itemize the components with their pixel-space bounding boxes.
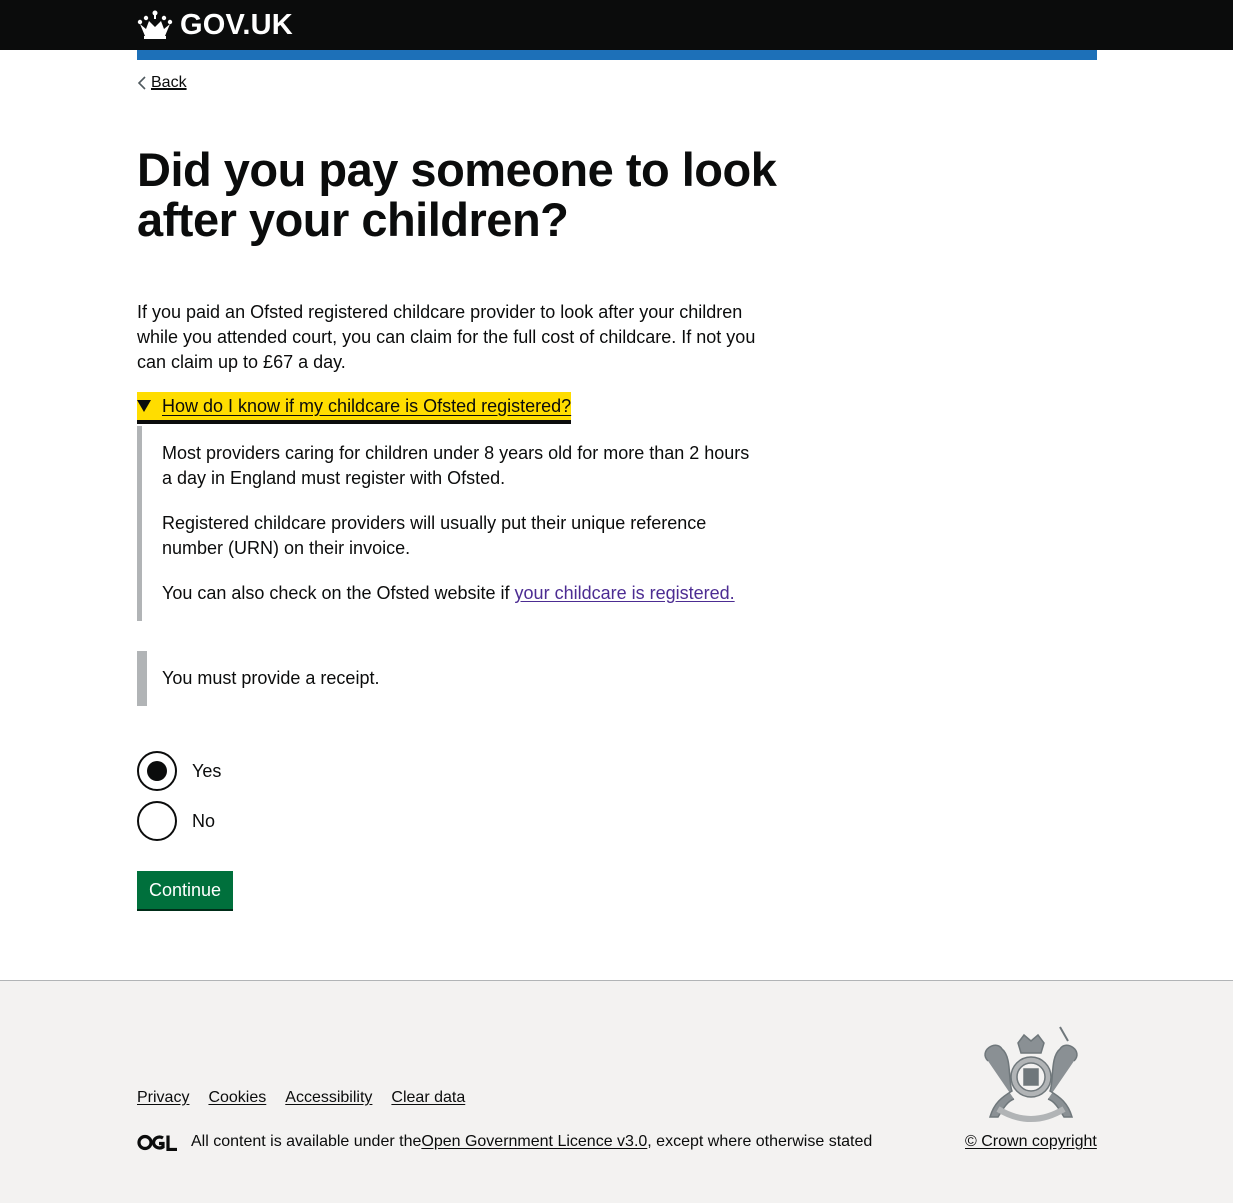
triangle-down-icon: [137, 400, 151, 412]
inset-text-content: You must provide a receipt.: [162, 668, 380, 688]
header-container: [137, 8, 293, 42]
main-content: [137, 145, 777, 909]
inset-text: [137, 651, 777, 706]
back-link-label: Back: [151, 74, 187, 91]
details-body: [137, 426, 777, 621]
govuk-logo-link[interactable]: [137, 9, 293, 42]
details-paragraph: Most providers caring for children under 8 years old for more than 2 hours a day in England must register with Ofsted.: [162, 443, 750, 488]
licence-prefix: All content is available under the: [191, 1133, 422, 1150]
licence-link[interactable]: Open Government Licence v3.0: [421, 1133, 648, 1150]
back-link[interactable]: [137, 74, 187, 92]
details-summary[interactable]: [137, 392, 571, 420]
footer-link-accessibility[interactable]: Accessibility: [285, 1089, 373, 1106]
radio-option-yes[interactable]: [137, 751, 777, 791]
govuk-logo-text: GOV.UK: [180, 8, 293, 41]
radio-no-label[interactable]: No: [192, 810, 216, 831]
details-summary-label: How do I know if my childcare is Ofsted registered?: [162, 395, 572, 416]
crown-copyright-link[interactable]: © Crown copyright: [965, 1133, 1097, 1150]
ogl-icon: [137, 1134, 178, 1151]
crown-icon: [137, 10, 173, 40]
site-footer: [0, 980, 1233, 1203]
radio-yes-label[interactable]: Yes: [192, 760, 222, 781]
radio-group: [137, 751, 777, 841]
page-title: Did you pay someone to look after your children?: [137, 143, 777, 246]
brand-colour-bar: [137, 50, 1097, 60]
site-header: [0, 0, 1233, 50]
footer-link-cookies[interactable]: Cookies: [208, 1089, 267, 1106]
details-link-prefix: You can also check on the Ofsted website if: [162, 583, 515, 603]
chevron-left-icon: [137, 76, 147, 90]
continue-button[interactable]: Continue: [137, 871, 233, 909]
royal-coat-of-arms-icon: [968, 1021, 1094, 1125]
licence-statement: [137, 1133, 872, 1151]
ofsted-register-link[interactable]: your childcare is registered.: [514, 583, 735, 603]
details-paragraph: Registered childcare providers will usually put their unique reference number (URN) on their invoice.: [162, 513, 707, 558]
details-disclosure: [137, 392, 777, 621]
footer-link-clear-data[interactable]: Clear data: [391, 1089, 466, 1106]
footer-link-privacy[interactable]: Privacy: [137, 1089, 190, 1106]
footer-links: [137, 1089, 484, 1107]
radio-no-input[interactable]: [137, 801, 177, 841]
intro-text: If you paid an Ofsted registered childcare provider to look after your children while you attended court, you can claim for the full cost of childcare. If not you can claim up to £67 a day.: [137, 302, 756, 372]
licence-suffix: , except where otherwise stated: [647, 1133, 873, 1150]
radio-yes-input[interactable]: [137, 751, 177, 791]
radio-option-no[interactable]: [137, 801, 777, 841]
details-paragraph-with-link: [162, 581, 762, 606]
